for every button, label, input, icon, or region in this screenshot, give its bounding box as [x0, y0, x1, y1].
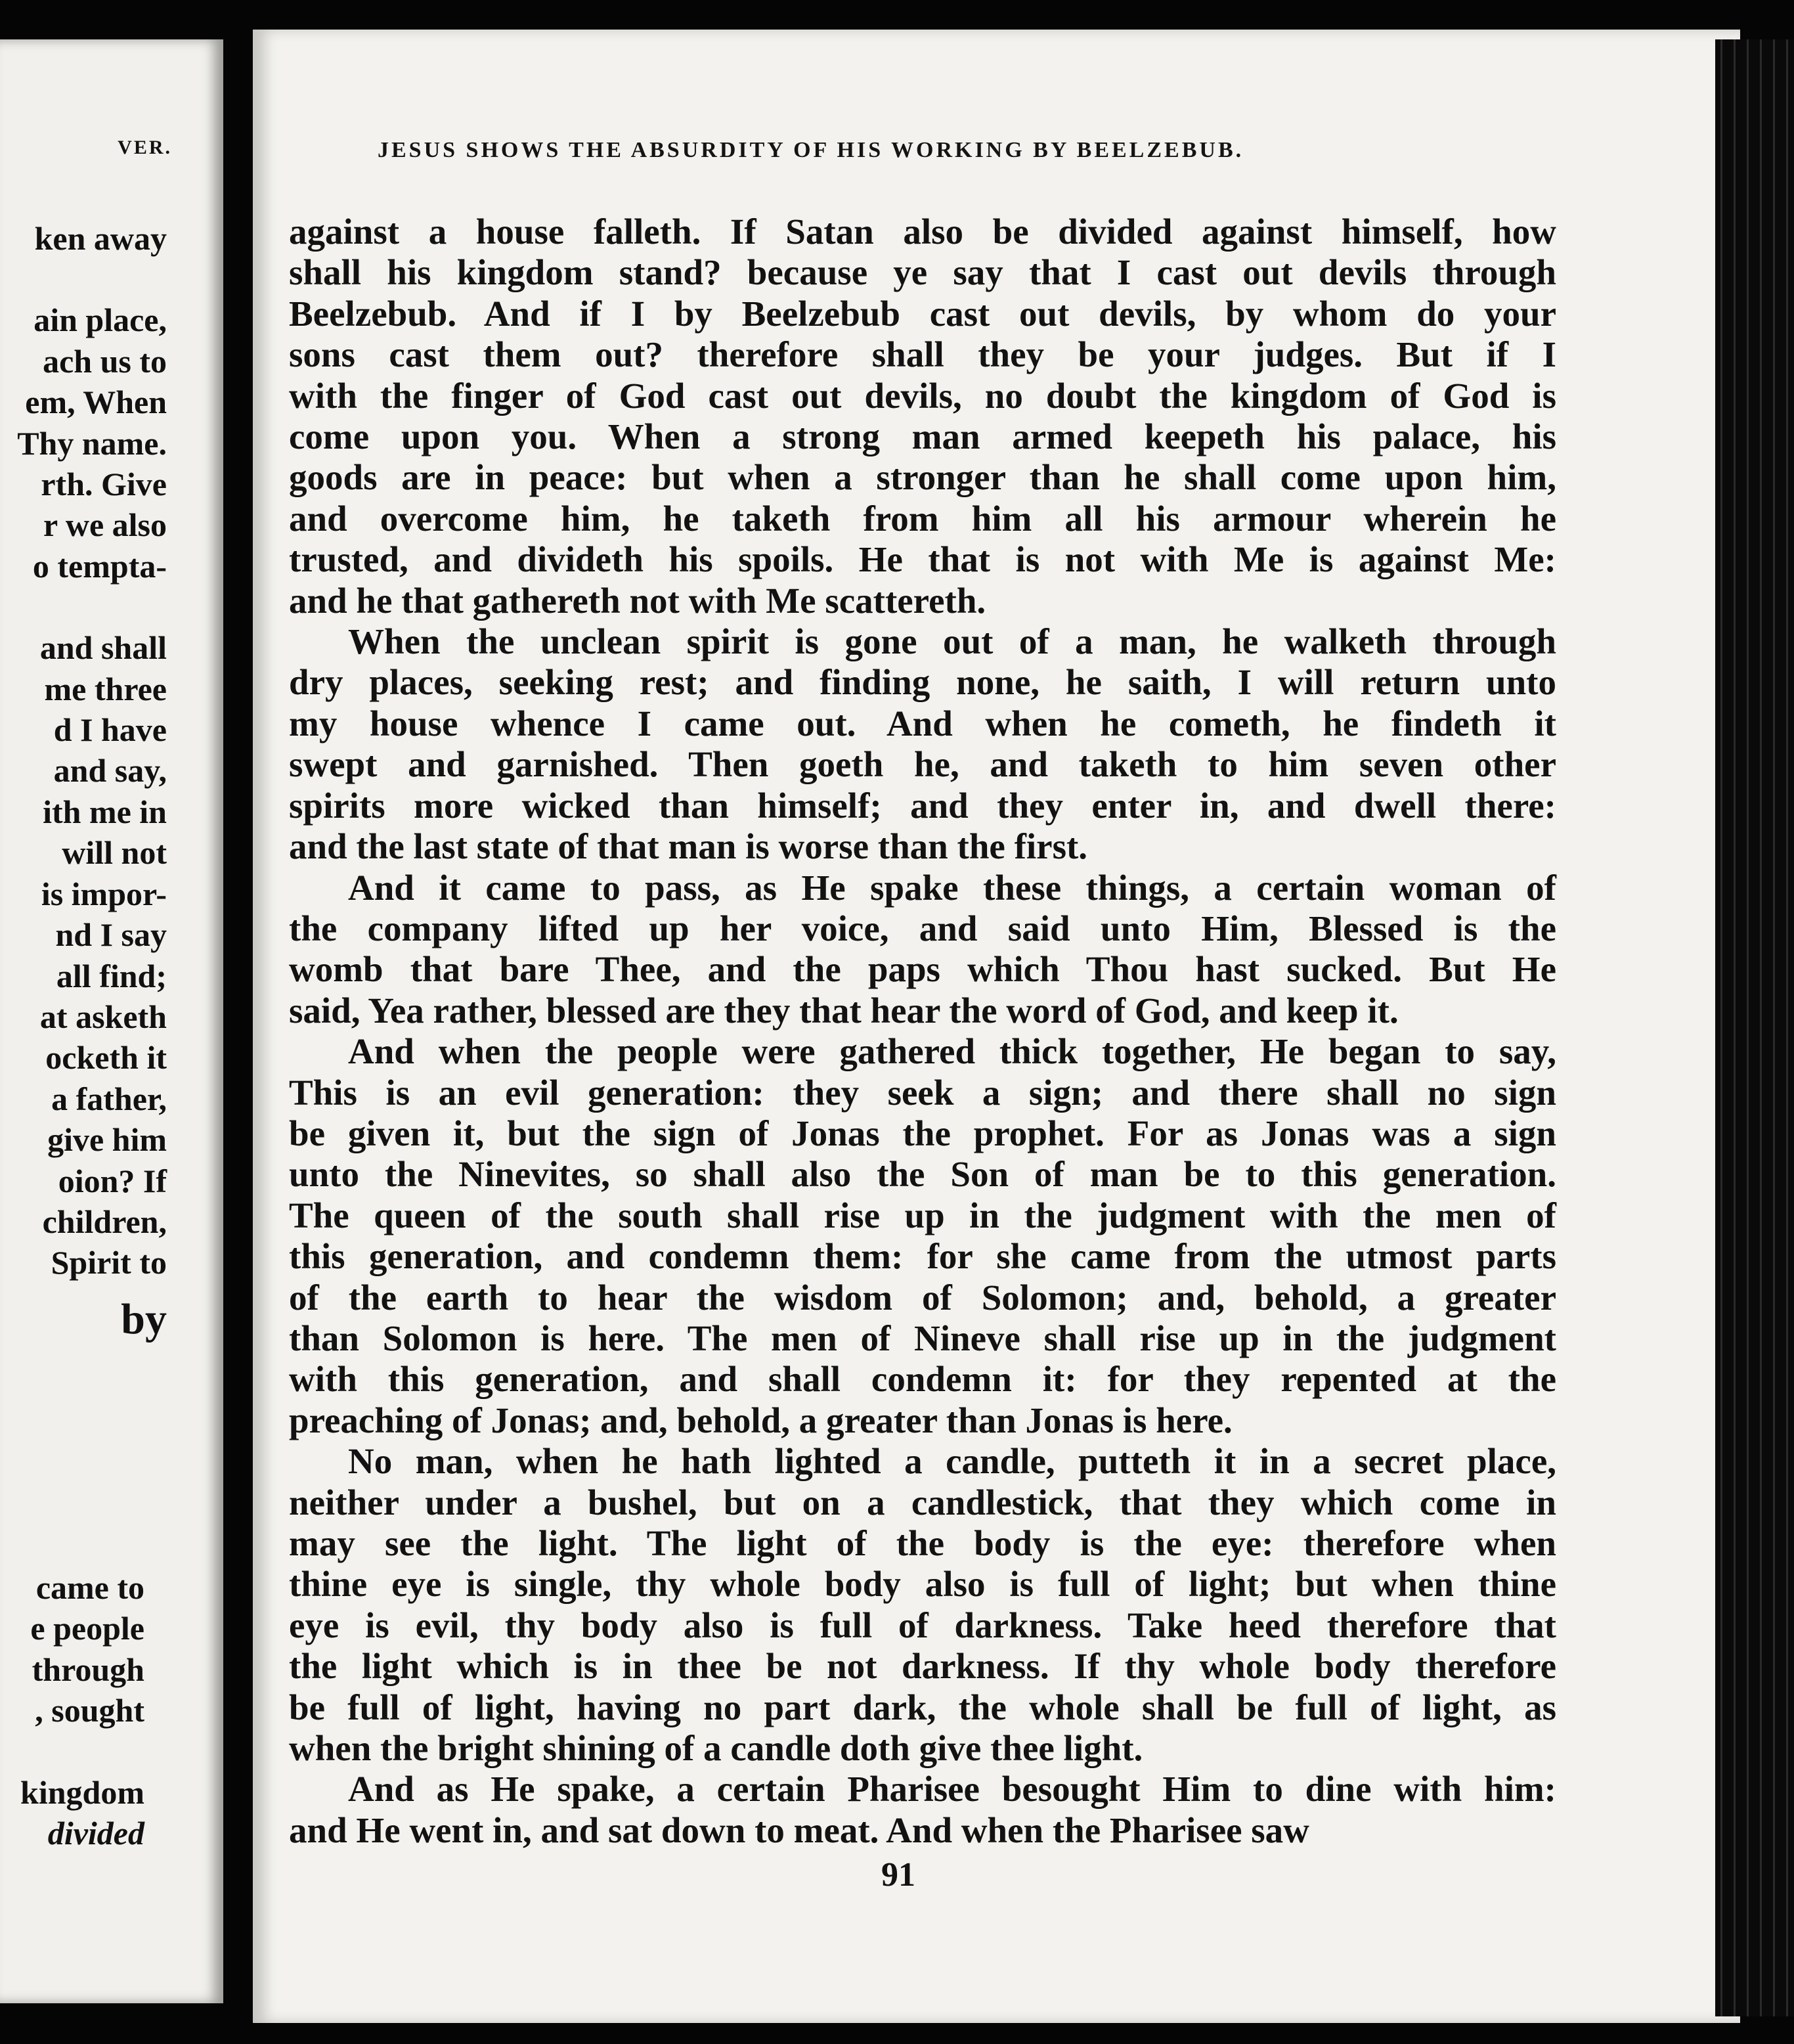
previous-page-lines-lower: [20, 1567, 144, 1854]
text-line: come upon you. When a strong man armed keepeth his palace, his: [289, 416, 1556, 457]
line-fragment: nd I say: [55, 916, 167, 954]
previous-page-header: VER.: [118, 137, 172, 158]
text-line: dry places, seeking rest; and finding none, he saith, I will return unto: [289, 662, 1556, 703]
page-edges: [1715, 39, 1794, 2016]
line-fragment: Spirit to: [51, 1244, 167, 1281]
line-fragment: ken away: [34, 220, 167, 257]
text-line: The queen of the south shall rise up in the judgment with the men of: [289, 1195, 1556, 1235]
line-fragment: r we also: [43, 506, 167, 544]
line-fragment: a father,: [51, 1080, 167, 1117]
text-line: trusted, and divideth his spoils. He that is not with Me is against Me:: [289, 539, 1556, 580]
line-fragment: and say,: [53, 752, 167, 789]
text-line: be full of light, having no part dark, the whole shall be full of light, as: [289, 1687, 1556, 1727]
text-line: and the last state of that man is worse than the first.: [289, 826, 1088, 867]
text-line: sons cast them out? therefore shall they be your judges. But if I: [289, 334, 1556, 375]
paragraph: [289, 621, 1556, 867]
previous-page-fragment: [0, 39, 223, 2003]
line-fragment: came to: [35, 1569, 144, 1606]
page-number-text: 91: [881, 1856, 915, 1894]
text-line: unto the Ninevites, so shall also the Son of man be to this generation.: [289, 1154, 1556, 1195]
text-line: with this generation, and shall condemn it: for they repented at the: [289, 1359, 1556, 1400]
line-fragment: ith me in: [43, 793, 167, 830]
line-fragment: o tempta-: [32, 547, 167, 585]
page-number: [0, 1855, 1794, 1894]
text-line: And when the people were gathered thick together, He began to say,: [348, 1031, 1556, 1072]
running-head: JESUS SHOWS THE ABSURDITY OF HIS WORKING BY BEELZEBUB.: [378, 138, 1244, 162]
text-line: this generation, and condemn them: for she came from the utmost parts: [289, 1236, 1556, 1277]
line-fragment: ocketh it: [45, 1039, 167, 1077]
line-fragment: give him: [47, 1121, 167, 1159]
line-fragment: children,: [42, 1203, 167, 1240]
text-line: womb that bare Thee, and the paps which Thou hast sucked. But He: [289, 949, 1556, 990]
text-line: spirits more wicked than himself; and they enter in, and dwell there:: [289, 785, 1556, 826]
line-fragment: is impor-: [41, 875, 167, 912]
line-fragment: me three: [44, 670, 167, 707]
line-fragment: ach us to: [43, 342, 167, 380]
text-line: may see the light. The light of the body is the eye: therefore when: [289, 1523, 1556, 1563]
text-line: of the earth to hear the wisdom of Solomon; and, behold, a greater: [289, 1277, 1556, 1318]
text-line: When the unclean spirit is gone out of a man, he walketh through: [348, 621, 1556, 662]
text-line: and He went in, and sat down to meat. And when the Pharisee saw: [289, 1810, 1309, 1850]
text-line: my house whence I came out. And when he cometh, he findeth it: [289, 703, 1556, 744]
line-fragment: and shall: [39, 629, 167, 667]
text-line: Beelzebub. And if I by Beelzebub cast out devils, by whom do your: [289, 293, 1556, 334]
text-line: And it came to pass, as He spake these things, a certain woman of: [348, 867, 1556, 908]
line-fragment: divided: [47, 1815, 144, 1852]
line-fragment: e people: [30, 1610, 144, 1647]
line-fragment: at asketh: [39, 998, 167, 1035]
line-fragment: oion? If: [58, 1162, 167, 1199]
text-line: And as He spake, a certain Pharisee besought Him to dine with him:: [348, 1769, 1556, 1810]
text-line: thine eye is single, thy whole body also is full of light; but when thine: [289, 1564, 1556, 1605]
text-line: shall his kingdom stand? because ye say that I cast out devils through: [289, 252, 1556, 293]
paragraph: [289, 211, 1556, 621]
text-line: eye is evil, thy body also is full of darkness. Take heed therefore that: [289, 1605, 1556, 1645]
text-line: said, Yea rather, blessed are they that hear the word of God, and keep it.: [289, 990, 1399, 1031]
heading-fragment: by: [121, 1295, 167, 1343]
line-fragment: ain place,: [33, 301, 167, 339]
text-line: the company lifted up her voice, and said unto Him, Blessed is the: [289, 908, 1556, 948]
paragraph: [289, 868, 1556, 1032]
paragraph: [289, 1031, 1556, 1441]
text-line: and overcome him, he taketh from him all his armour wherein he: [289, 498, 1556, 539]
text-line: than Solomon is here. The men of Nineve shall rise up in the judgment: [289, 1318, 1556, 1358]
line-fragment: em, When: [25, 384, 167, 421]
text-line: swept and garnished. Then goeth he, and taketh to him seven other: [289, 744, 1556, 785]
paragraph: [289, 1769, 1556, 1851]
text-line: with the finger of God cast out devils, no doubt the kingdom of God is: [289, 375, 1556, 416]
text-line: This is an evil generation: they seek a sign; and there shall no sign: [289, 1072, 1556, 1113]
text-line: neither under a bushel, but on a candlestick, that they which come in: [289, 1482, 1556, 1522]
line-fragment: rth. Give: [41, 466, 167, 503]
line-fragment: Thy name.: [17, 424, 167, 462]
body-text: [289, 211, 1556, 1851]
text-line: preaching of Jonas; and, behold, a greater than Jonas is here.: [289, 1400, 1233, 1440]
text-line: and he that gathereth not with Me scattereth.: [289, 580, 986, 621]
text-line: be given it, but the sign of Jonas the prophet. For as Jonas was a sign: [289, 1113, 1556, 1153]
line-fragment: d I have: [53, 711, 167, 749]
line-fragment: through: [32, 1651, 144, 1688]
text-line: against a house falleth. If Satan also be divided against himself, how: [289, 211, 1556, 252]
text-line: when the bright shining of a candle doth give thee light.: [289, 1728, 1143, 1769]
line-fragment: , sought: [35, 1692, 144, 1729]
line-fragment: will not: [62, 834, 167, 872]
paragraph: [289, 1441, 1556, 1769]
line-fragment: kingdom: [20, 1773, 144, 1811]
line-fragment: all find;: [56, 957, 167, 994]
text-line: the light which is in thee be not darkness. If thy whole body therefore: [289, 1646, 1556, 1687]
text-line: goods are in peace: but when a stronger than he shall come upon him,: [289, 457, 1556, 498]
text-line: No man, when he hath lighted a candle, putteth it in a secret place,: [348, 1441, 1556, 1482]
previous-page-lines: [17, 218, 167, 1356]
